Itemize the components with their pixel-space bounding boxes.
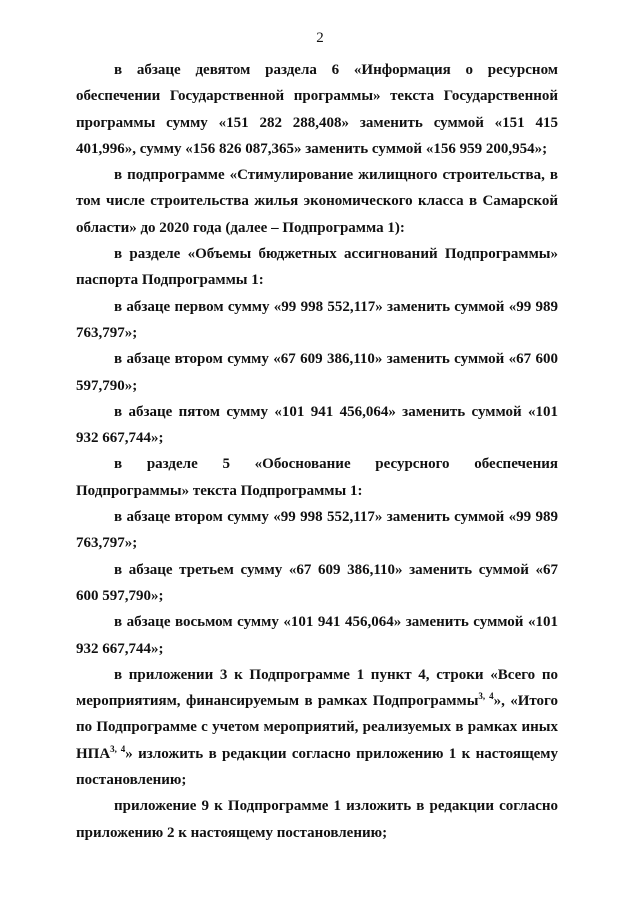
annex3-text-2: », «Итого по Подпрограмме с учетом мероприятий, реализуемых в рамках иных НПА — [76, 693, 558, 762]
paragraph: в разделе 5 «Обоснование ресурсного обеспечения Подпрограммы» текста Подпрограммы 1: — [76, 456, 558, 499]
paragraph: в абзаце первом сумму «99 998 552,117» заменить суммой «99 989 763,797»; — [76, 298, 558, 341]
footnote-ref: 3, 4 — [110, 743, 126, 754]
document-body — [76, 57, 558, 846]
paragraph: в абзаце девятом раздела 6 «Информация о ресурсном обеспечении Государственной программы» текста Государственной программы сумму «151 282 288,408» заменить суммой «151 415 401,996», сумму «156 826 087,365» заменить суммой «156 959 200,954»; — [76, 62, 558, 157]
paragraph: в абзаце втором сумму «99 998 552,117» заменить суммой «99 989 763,797»; — [76, 509, 558, 552]
paragraph: в абзаце пятом сумму «101 941 456,064» заменить суммой «101 932 667,744»; — [76, 403, 558, 447]
footnote-ref: 3, 4 — [478, 691, 494, 702]
paragraph: в абзаце восьмом сумму «101 941 456,064» заменить суммой «101 932 667,744»; — [76, 614, 558, 657]
paragraph: в подпрограмме «Стимулирование жилищного строительства, в том числе строительства жилья экономического класса в Самарской области» до 2020 года (далее – Подпрограмма 1): — [76, 167, 558, 236]
annex3-text-1: в приложении 3 к Подпрограмме 1 пункт 4, строки «Всего по мероприятиям, финансируемым в рамках Подпрограммы — [76, 666, 558, 710]
paragraph: в абзаце третьем сумму «67 609 386,110» заменить суммой «67 600 597,790»; — [76, 561, 558, 604]
annex3-text-3: » изложить в редакции согласно приложению 1 к настоящему постановлению; — [76, 745, 558, 789]
paragraph-annex-9: приложение 9 к Подпрограмме 1 изложить в редакции согласно приложению 2 к настоящему постановлению; — [76, 798, 558, 841]
paragraph: в разделе «Объемы бюджетных ассигнований Подпрограммы» паспорта Подпрограммы 1: — [76, 246, 558, 289]
page-number: 2 — [316, 30, 324, 46]
paragraph-annex-3 — [76, 662, 558, 793]
paragraph: в абзаце втором сумму «67 609 386,110» заменить суммой «67 600 597,790»; — [76, 351, 558, 394]
